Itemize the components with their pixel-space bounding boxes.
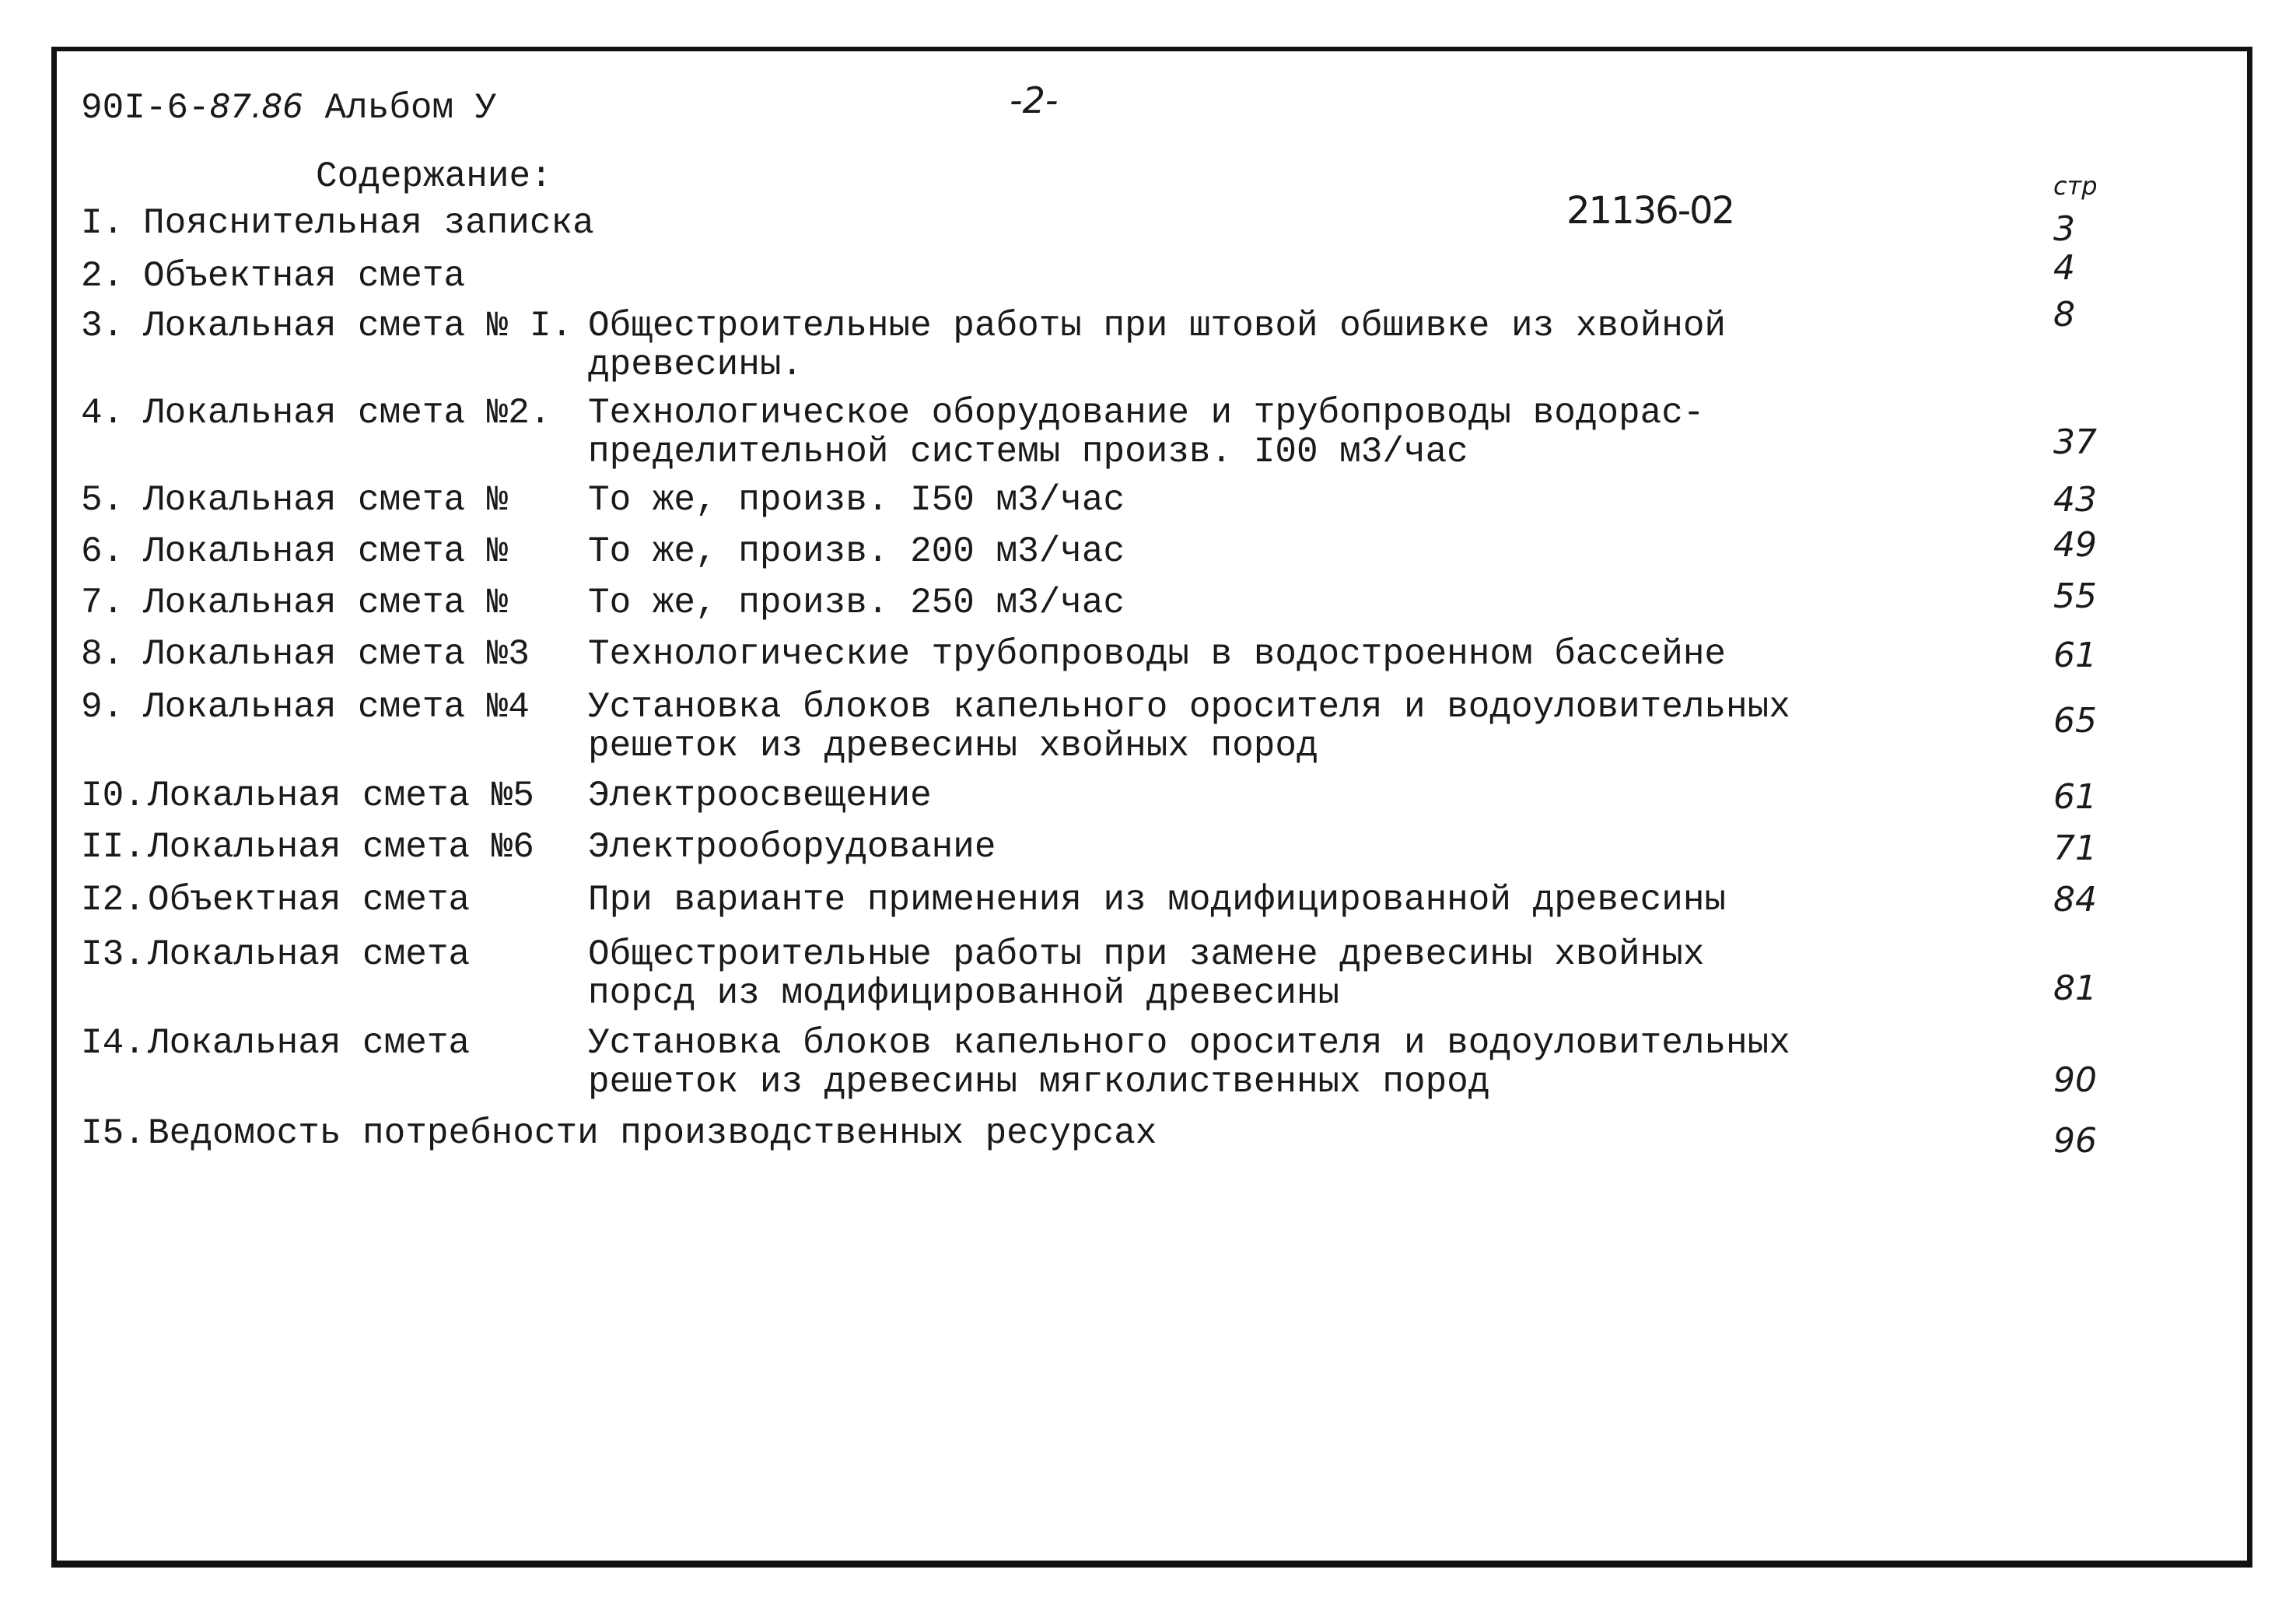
toc-row-page: 84 [2053, 880, 2097, 920]
toc-row-description-cont: пределительной системы произв. I00 м3/час [588, 432, 1468, 472]
toc-row-description-cont: древесины. [588, 345, 803, 385]
toc-row-page: 96 [2053, 1121, 2097, 1161]
toc-row-number: 9. [81, 687, 124, 727]
toc-row-description: То же, произв. I50 м3/час [588, 480, 1125, 520]
toc-row-kind: Локальная смета №3 [143, 634, 530, 674]
toc-row-kind: Локальная смета № I. [143, 306, 573, 346]
toc-row-number: 2. [81, 256, 124, 296]
toc-row-number: 8. [81, 634, 124, 674]
toc-row-number: II. [81, 827, 145, 867]
toc-row-kind: Локальная смета [148, 1023, 471, 1063]
toc-row-description-cont: решеток из древесины хвойных пород [588, 726, 1318, 766]
toc-row-description: Общестроительные работы при штовой обшивке из хвойной [588, 306, 1727, 346]
toc-row-page: 43 [2053, 480, 2097, 520]
document-code [81, 87, 496, 128]
toc-row-page: 37 [2053, 422, 2097, 462]
toc-row-number: I5. [81, 1113, 145, 1154]
toc-row-description: Установка блоков капельного оросителя и водоуловительных [588, 1023, 1790, 1063]
toc-row-number: 4. [81, 393, 124, 433]
toc-row-number: I0. [81, 776, 145, 816]
page-column-label: стр [2053, 171, 2098, 201]
toc-row-kind: Локальная смета №5 [148, 776, 534, 816]
toc-row-description: Технологические трубопроводы в водостроенном бассейне [588, 634, 1727, 674]
toc-row-number: 5. [81, 480, 124, 520]
toc-row-page: 49 [2053, 525, 2097, 565]
toc-row-description: При варианте применения из модифицированной древесины [588, 880, 1727, 920]
code-prefix: 90I-6- [81, 88, 210, 128]
toc-row-description-cont: решеток из древесины мягколиственных пород [588, 1062, 1490, 1102]
toc-row-number: I. [81, 203, 124, 243]
toc-row-number: I2. [81, 880, 145, 920]
toc-row-description: То же, произв. 200 м3/час [588, 531, 1125, 572]
toc-row-description-cont: порсд из модифицированной древесины [588, 973, 1340, 1014]
toc-row-page: 4 [2053, 248, 2075, 288]
album-label: Альбом У [324, 88, 497, 128]
toc-row-page: 61 [2053, 777, 2097, 817]
toc-row-description: Электрооборудование [588, 827, 996, 867]
archive-stamp: 21136-02 [1566, 189, 1734, 233]
toc-row-description: Электроосвещение [588, 776, 932, 816]
code-handwritten: 87.86 [209, 87, 303, 125]
toc-row-number: I3. [81, 934, 145, 975]
toc-row-kind: Локальная смета №4 [143, 687, 530, 727]
toc-row-kind: Локальная смета № [143, 480, 509, 520]
toc-row-number: 6. [81, 531, 124, 572]
toc-row-number: I4. [81, 1023, 145, 1063]
toc-row-description: Технологическое оборудование и трубопроводы водорас- [588, 393, 1705, 433]
toc-row-kind: Локальная смета № [143, 531, 509, 572]
toc-row-kind: Локальная смета [148, 934, 471, 975]
toc-row-page: 81 [2053, 969, 2097, 1008]
page-number: -2- [1010, 79, 1059, 121]
toc-row-page: 8 [2053, 295, 2075, 335]
toc-row-number: 7. [81, 583, 124, 623]
toc-row-page: 90 [2053, 1060, 2097, 1100]
toc-row-description: Установка блоков капельного оросителя и водоуловительных [588, 687, 1790, 727]
toc-row-description: То же, произв. 250 м3/час [588, 583, 1125, 623]
toc-row-kind: Локальная смета № [143, 583, 509, 623]
toc-row-kind: Пояснительная записка [143, 203, 594, 243]
toc-row-number: 3. [81, 306, 124, 346]
toc-row-kind: Объектная смета [148, 880, 471, 920]
toc-row-kind: Локальная смета №2. [143, 393, 551, 433]
toc-row-kind: Объектная смета [143, 256, 466, 296]
toc-row-kind: Локальная смета №6 [148, 827, 534, 867]
toc-row-page: 65 [2053, 701, 2097, 741]
toc-row-page: 55 [2053, 576, 2097, 616]
toc-row-page: 61 [2053, 636, 2097, 675]
toc-row-page: 71 [2053, 829, 2097, 868]
toc-row-page: 3 [2053, 209, 2075, 249]
toc-row-description: Общестроительные работы при замене древесины хвойных [588, 934, 1705, 975]
toc-row-kind: Ведомость потребности производственных ресурсах [148, 1113, 1157, 1154]
toc-title: Содержание: [316, 156, 552, 197]
